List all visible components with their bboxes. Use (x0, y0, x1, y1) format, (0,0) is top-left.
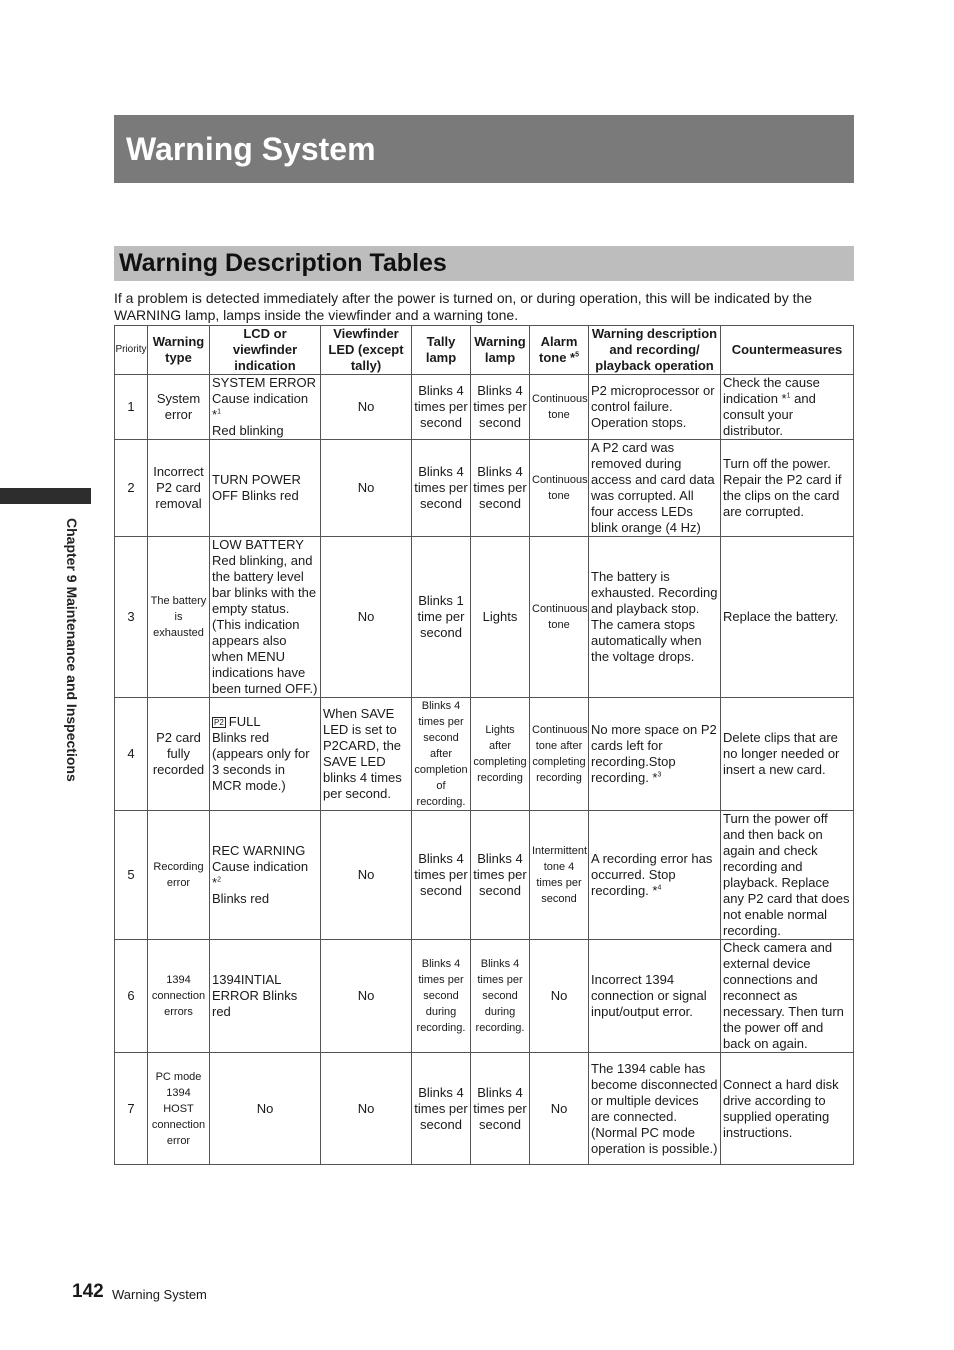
page-title-bar (114, 115, 854, 183)
cell-warning-type: 1394 connection errors (148, 940, 210, 1053)
section-title: Warning Description Tables (119, 249, 447, 277)
cell-viewfinder-led: No (321, 940, 412, 1053)
footnote-marker: 3 (657, 771, 662, 779)
cell-priority: 7 (115, 1053, 148, 1165)
chapter-tab-marker (0, 488, 91, 504)
warning-table (114, 325, 854, 1165)
lcd-line: Cause indication * (212, 391, 309, 422)
table-header-row (115, 326, 854, 375)
header-warning-lamp: Warning lamp (471, 326, 530, 375)
cell-countermeasures: Turn the power off and then back on again and check recording and playback. Replace any P2 card that does not enable normal recording. (721, 811, 854, 940)
cell-countermeasures: Check camera and external device connections and reconnect as necessary. Then turn the power off and back on again. (721, 940, 854, 1053)
cell-priority: 2 (115, 440, 148, 537)
cell-description (589, 698, 721, 811)
cell-alarm-tone: No (530, 940, 589, 1053)
cell-warning-type: Incorrect P2 card removal (148, 440, 210, 537)
header-alarm-tone (530, 326, 589, 375)
header-lcd-indication: LCD or viewfinder indication (210, 326, 321, 375)
cell-countermeasures: Turn off the power. Repair the P2 card if the clips on the card are corrupted. (721, 440, 854, 537)
cell-lcd-indication (210, 375, 321, 440)
cell-tally-lamp: Blinks 4 times per second (412, 440, 471, 537)
section-title-bar (114, 246, 854, 281)
cell-tally-lamp: Blinks 4 times per second (412, 811, 471, 940)
cell-tally-lamp: Blinks 4 times per second during recording. (412, 940, 471, 1053)
cell-lcd-indication: TURN POWER OFF Blinks red (210, 440, 321, 537)
cell-countermeasures: Delete clips that are no longer needed or insert a new card. (721, 698, 854, 811)
cell-viewfinder-led: No (321, 440, 412, 537)
cell-lcd-indication: 1394INTIAL ERROR Blinks red (210, 940, 321, 1053)
lcd-line: Cause indication * (212, 859, 309, 890)
cell-warning-lamp: Lights after completing recording (471, 698, 530, 811)
table-row (115, 375, 854, 440)
cell-countermeasures (721, 375, 854, 440)
cell-tally-lamp: Blinks 4 times per second (412, 1053, 471, 1165)
footnote-marker: 1 (786, 392, 791, 400)
cell-warning-lamp: Blinks 4 times per second (471, 375, 530, 440)
cell-priority: 1 (115, 375, 148, 440)
cell-lcd-indication: LOW BATTERY Red blinking, and the battery level bar blinks with the empty status. (This indication appears also when MENU indications have been turned OFF.) (210, 537, 321, 698)
header-warning-type: Warning type (148, 326, 210, 375)
cell-priority: 3 (115, 537, 148, 698)
footer-label: Warning System (112, 1287, 207, 1302)
cell-alarm-tone: Continuous tone (530, 375, 589, 440)
cell-viewfinder-led: No (321, 811, 412, 940)
cell-alarm-tone: No (530, 1053, 589, 1165)
footnote-marker: 1 (217, 408, 221, 416)
cell-warning-lamp: Blinks 4 times per second (471, 440, 530, 537)
cell-viewfinder-led: No (321, 375, 412, 440)
table-row (115, 1053, 854, 1165)
intro-paragraph: If a problem is detected immediately after the power is turned on, or during operation, this will be indicated by the WARNING lamp, lamps inside the viewfinder and a warning tone. (114, 290, 813, 323)
lcd-line: FULL (228, 714, 261, 729)
table-row (115, 698, 854, 811)
header-priority: Priority (115, 326, 148, 375)
page-number: 142 (72, 1281, 104, 1302)
cell-viewfinder-led: No (321, 1053, 412, 1165)
cell-lcd-indication (210, 811, 321, 940)
lcd-line: Blinks red (appears only for 3 seconds in MCR mode.) (212, 730, 310, 793)
cell-tally-lamp: Blinks 4 times per second (412, 375, 471, 440)
cell-warning-type: The battery is exhausted (148, 537, 210, 698)
cell-warning-type: PC mode 1394 HOST connection error (148, 1053, 210, 1165)
cell-countermeasures: Connect a hard disk drive according to supplied operating instructions. (721, 1053, 854, 1165)
table-row (115, 537, 854, 698)
lcd-line: REC WARNING (212, 843, 306, 858)
cell-description: P2 microprocessor or control failure. Operation stops. (589, 375, 721, 440)
cell-warning-type: Recording error (148, 811, 210, 940)
cell-description: The 1394 cable has become disconnected or multiple devices are connected. (Normal PC mode operation is possible.) (589, 1053, 721, 1165)
countermeasure-text: and consult your distributor. (723, 391, 816, 438)
cell-priority: 4 (115, 698, 148, 811)
countermeasure-text: Check the cause indication * (723, 375, 820, 406)
cell-description (589, 811, 721, 940)
cell-description: A P2 card was removed during access and card data was corrupted. All four access LEDs blink orange (4 Hz) (589, 440, 721, 537)
cell-alarm-tone: Continuous tone (530, 537, 589, 698)
lcd-line: Red blinking (212, 423, 284, 438)
cell-tally-lamp: Blinks 1 time per second (412, 537, 471, 698)
cell-alarm-tone: Intermittent tone 4 times per second (530, 811, 589, 940)
footnote-marker: 2 (217, 876, 221, 884)
cell-warning-lamp: Blinks 4 times per second (471, 811, 530, 940)
cell-warning-lamp: Lights (471, 537, 530, 698)
cell-tally-lamp: Blinks 4 times per second after completion of recording. (412, 698, 471, 811)
description-text: A recording error has occurred. Stop recording. * (591, 851, 713, 898)
header-description: Warning description and recording/ playback operation (589, 326, 721, 375)
cell-viewfinder-led: When SAVE LED is set to P2CARD, the SAVE LED blinks 4 times per second. (321, 698, 412, 811)
page-title: Warning System (126, 130, 376, 167)
description-text: No more space on P2 cards left for recording.Stop recording. * (591, 722, 717, 785)
header-countermeasures: Countermeasures (721, 326, 854, 375)
p2-card-icon: P2 (214, 718, 224, 727)
cell-viewfinder-led: No (321, 537, 412, 698)
footnote-marker: 5 (575, 351, 580, 359)
table-row (115, 940, 854, 1053)
header-alarm-tone-label: Alarm tone * (538, 334, 578, 365)
cell-priority: 5 (115, 811, 148, 940)
cell-warning-type: System error (148, 375, 210, 440)
table-row (115, 811, 854, 940)
cell-alarm-tone: Continuous tone after completing recording (530, 698, 589, 811)
lcd-line: SYSTEM ERROR (212, 375, 317, 390)
cell-countermeasures: Replace the battery. (721, 537, 854, 698)
header-viewfinder-led: Viewfinder LED (except tally) (321, 326, 412, 375)
cell-alarm-tone: Continuous tone (530, 440, 589, 537)
cell-warning-lamp: Blinks 4 times per second during recording. (471, 940, 530, 1053)
footnote-marker: 4 (657, 884, 662, 892)
cell-description: The battery is exhausted. Recording and playback stop. The camera stops automatically when the voltage drops. (589, 537, 721, 698)
cell-warning-type: P2 card fully recorded (148, 698, 210, 811)
lcd-line: Blinks red (212, 891, 270, 906)
chapter-side-label: Chapter 9 Maintenance and Inspections (64, 518, 80, 782)
cell-priority: 6 (115, 940, 148, 1053)
table-row (115, 440, 854, 537)
cell-warning-lamp: Blinks 4 times per second (471, 1053, 530, 1165)
cell-lcd-indication: No (210, 1053, 321, 1165)
cell-description: Incorrect 1394 connection or signal input/output error. (589, 940, 721, 1053)
header-tally-lamp: Tally lamp (412, 326, 471, 375)
cell-lcd-indication (210, 698, 321, 811)
